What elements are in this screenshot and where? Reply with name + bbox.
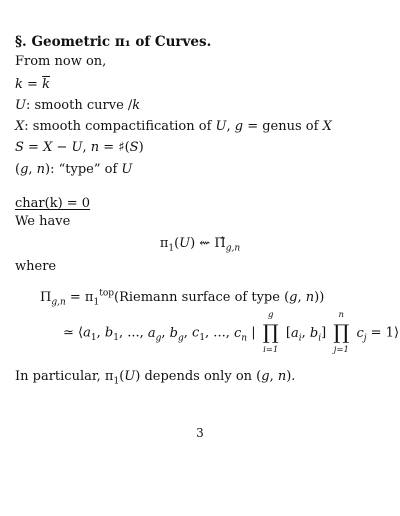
group-presentation: ≃ $⟨a_1$, $b_1$, ..., $a_g$, $b_g$, $c_1$, ..., $c_n$ | g ∏ i=1 [$a_i$, $b_i$] n ∏ j=1 $c_j$ = 1⟩	[63, 310, 400, 355]
display-isomorphism: $\pi_1(U)$ ⇜ $\Pî_{g,n}$	[159, 236, 241, 254]
text-conclusion: In particular, $\pi_1(U)$ depends only on (g, n).	[15, 369, 296, 387]
text-U-definition: U: smooth curve /k	[15, 98, 141, 113]
section-heading: §. Geometric π₁ of Curves.	[15, 34, 212, 50]
text-type-definition: (g, n): “type” of U	[15, 162, 133, 177]
product-symbol-j: n ∏ j=1	[333, 310, 350, 355]
text-from-now-on: From now on,	[15, 54, 107, 69]
pi-gn-definition: $\Pi_{g,n}$ = $\pi_1^{top}(Riemann$ surface of type (g, n))	[40, 288, 325, 308]
text-k-equals-kbar: $k = \overline{k}$	[15, 77, 50, 92]
product-symbol-i: g ∏ i=1	[262, 310, 279, 355]
page-number: 3	[196, 426, 204, 440]
text-X-definition: X: smooth compactification of U, g = genus of X	[15, 119, 332, 134]
char-zero-label: char(k) = 0	[15, 196, 91, 211]
text-we-have: We have	[15, 214, 71, 229]
text-S-definition: S = X − U, n = ♯(S)	[15, 140, 144, 155]
text-where: where	[15, 259, 57, 274]
